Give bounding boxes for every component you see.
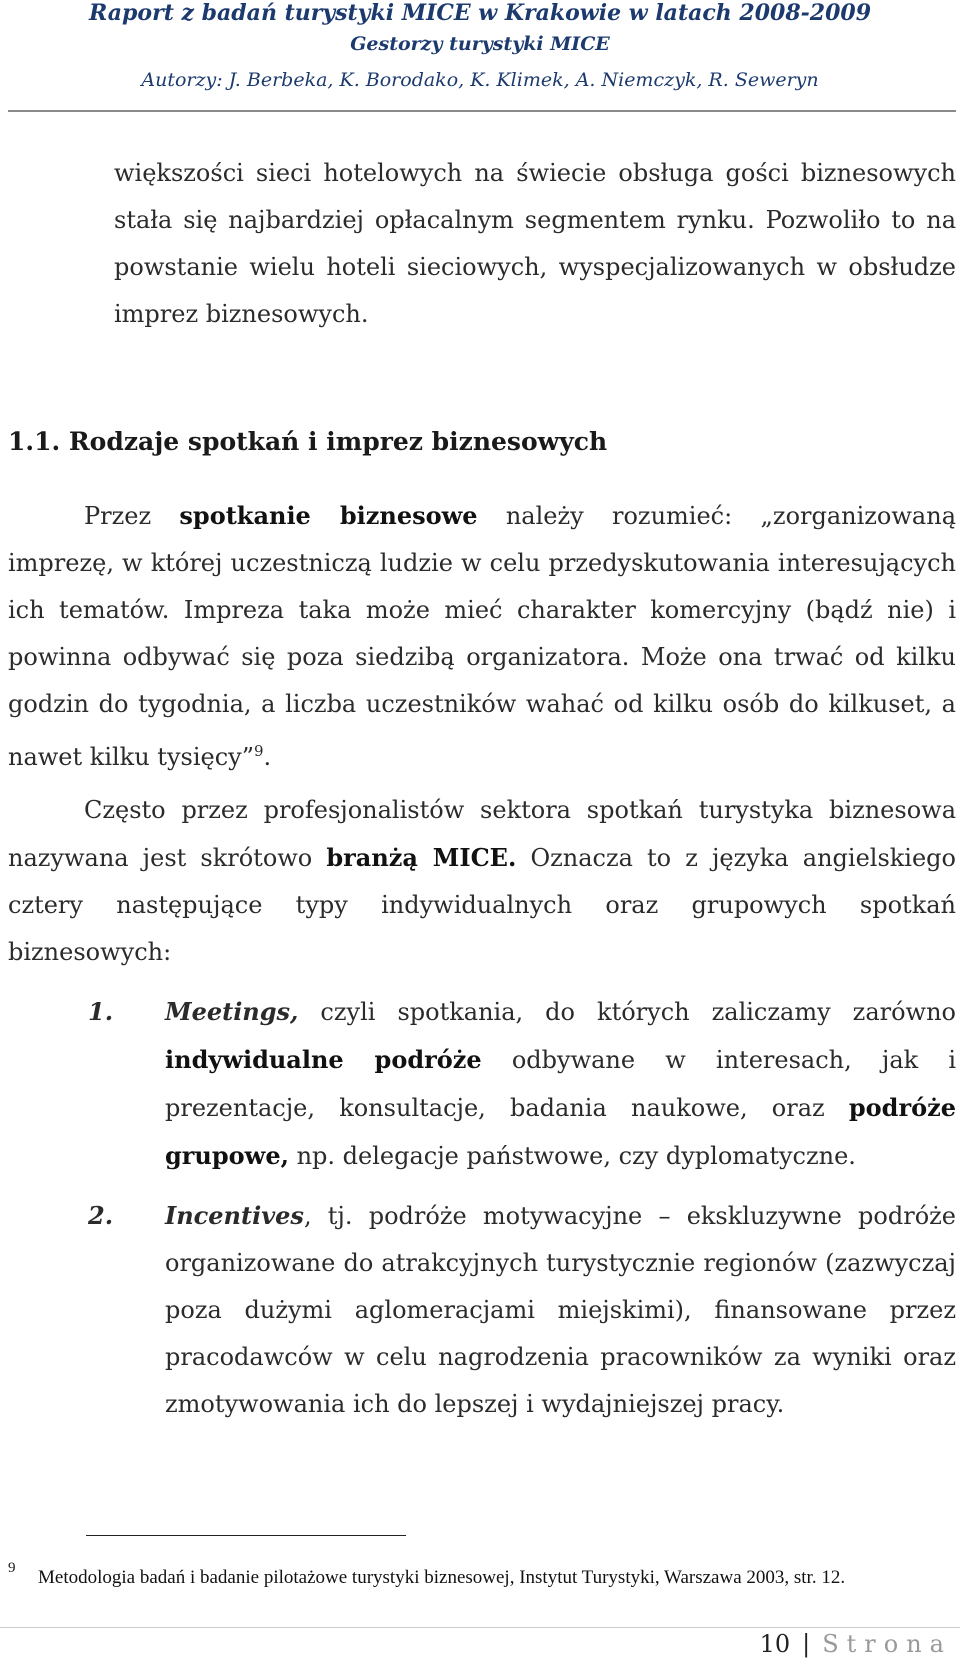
footnote-text: Metodologia badań i badanie pilotażowe turystyki biznesowej, Instytut Turystyki, Warszawa 2003, str. 12. xyxy=(38,1567,846,1588)
paragraph-definition xyxy=(8,492,956,781)
report-title: Raport z badań turystyki MICE w Krakowie w latach 2008-2009 xyxy=(89,0,871,26)
bold-term: indywidualne podróże xyxy=(165,1045,482,1074)
bold-term: branżą MICE. xyxy=(326,843,517,872)
list-item xyxy=(8,988,956,1180)
list-item-text: , tj. podróże motywacyjne – ekskluzywne podróże organizowane do atrakcyjnych turystycznie regionów (zazwyczaj poza dużymi aglomeracjami miejskimi), finansowane przez pracodawców w celu nagrodzenia pracowników za wyniki oraz zmotywowania ich do lepszej i wydajniejszej pracy. xyxy=(165,1202,956,1418)
list-item-text: np. delegacje państwowe, czy dyplomatyczne. xyxy=(288,1142,856,1170)
footer-separator: | xyxy=(802,1630,811,1658)
list-item-body xyxy=(165,988,956,1180)
list-item-term: Incentives xyxy=(165,1201,304,1230)
footer-divider xyxy=(0,1627,960,1628)
footnote-divider xyxy=(86,1535,406,1536)
mice-list xyxy=(8,988,956,1440)
paragraph-mice xyxy=(8,787,956,976)
list-item-text: odbywane w interesach, jak i prezentacje, konsultacje, badania naukowe, oraz xyxy=(165,1046,956,1122)
header-divider xyxy=(8,110,956,112)
list-item xyxy=(8,1192,956,1428)
list-item-number: 2. xyxy=(88,1201,114,1230)
footer-page-word: Strona xyxy=(822,1630,952,1658)
section-heading: 1.1. Rodzaje spotkań i imprez biznesowych xyxy=(8,427,608,456)
paragraph-text: . xyxy=(263,743,272,771)
paragraph-text: Przez xyxy=(84,502,180,530)
page-header xyxy=(0,0,960,99)
paragraph-continuation: większości sieci hotelowych na świecie obsługa gości biznesowych stała się najbardziej opłacalnym segmentem rynku. Pozwoliło to na powstanie wielu hoteli sieciowych, wyspecjalizowanych w obsłudze imprez biznesowych. xyxy=(114,159,956,328)
list-item-number: 1. xyxy=(88,997,114,1026)
paragraph-text: Często przez profesjonalistów sektora spotkań turystyka biznesowa nazywana jest skrótowo xyxy=(8,796,956,872)
page-footer xyxy=(760,1630,952,1658)
report-authors: Autorzy: J. Berbeka, K. Borodako, K. Klimek, A. Niemczyk, R. Seweryn xyxy=(141,69,819,91)
list-item-text: czyli spotkania, do których zaliczamy zarówno xyxy=(298,998,956,1026)
bold-term: spotkanie biznesowe xyxy=(179,501,478,530)
page-number: 10 xyxy=(759,1630,791,1658)
footnote-number: 9 xyxy=(8,1560,16,1576)
list-item-body xyxy=(165,1192,956,1428)
paragraph-text: należy rozumieć: „zorganizowaną imprezę, w której uczestniczą ludzie w celu przedyskutowania interesujących ich tematów. Impreza taka może mieć charakter komercyjny (bądź nie) i powinna odbywać się poza siedzibą organizatora. Może ona trwać od kilku godzin do tygodnia, a liczba uczestników wahać od kilku osób do kilkuset, a nawet kilku tysięcy” xyxy=(8,502,956,771)
footnote-ref[interactable]: 9 xyxy=(253,742,264,760)
report-subtitle: Gestorzy turystyki MICE xyxy=(350,33,610,55)
paragraph-text: Oznacza to z języka angielskiego cztery następujące typy indywidualnych oraz grupowych spotkań biznesowych: xyxy=(8,844,956,966)
bold-term: podróże grupowe, xyxy=(165,1093,956,1170)
list-item-term: Meetings, xyxy=(165,997,299,1026)
